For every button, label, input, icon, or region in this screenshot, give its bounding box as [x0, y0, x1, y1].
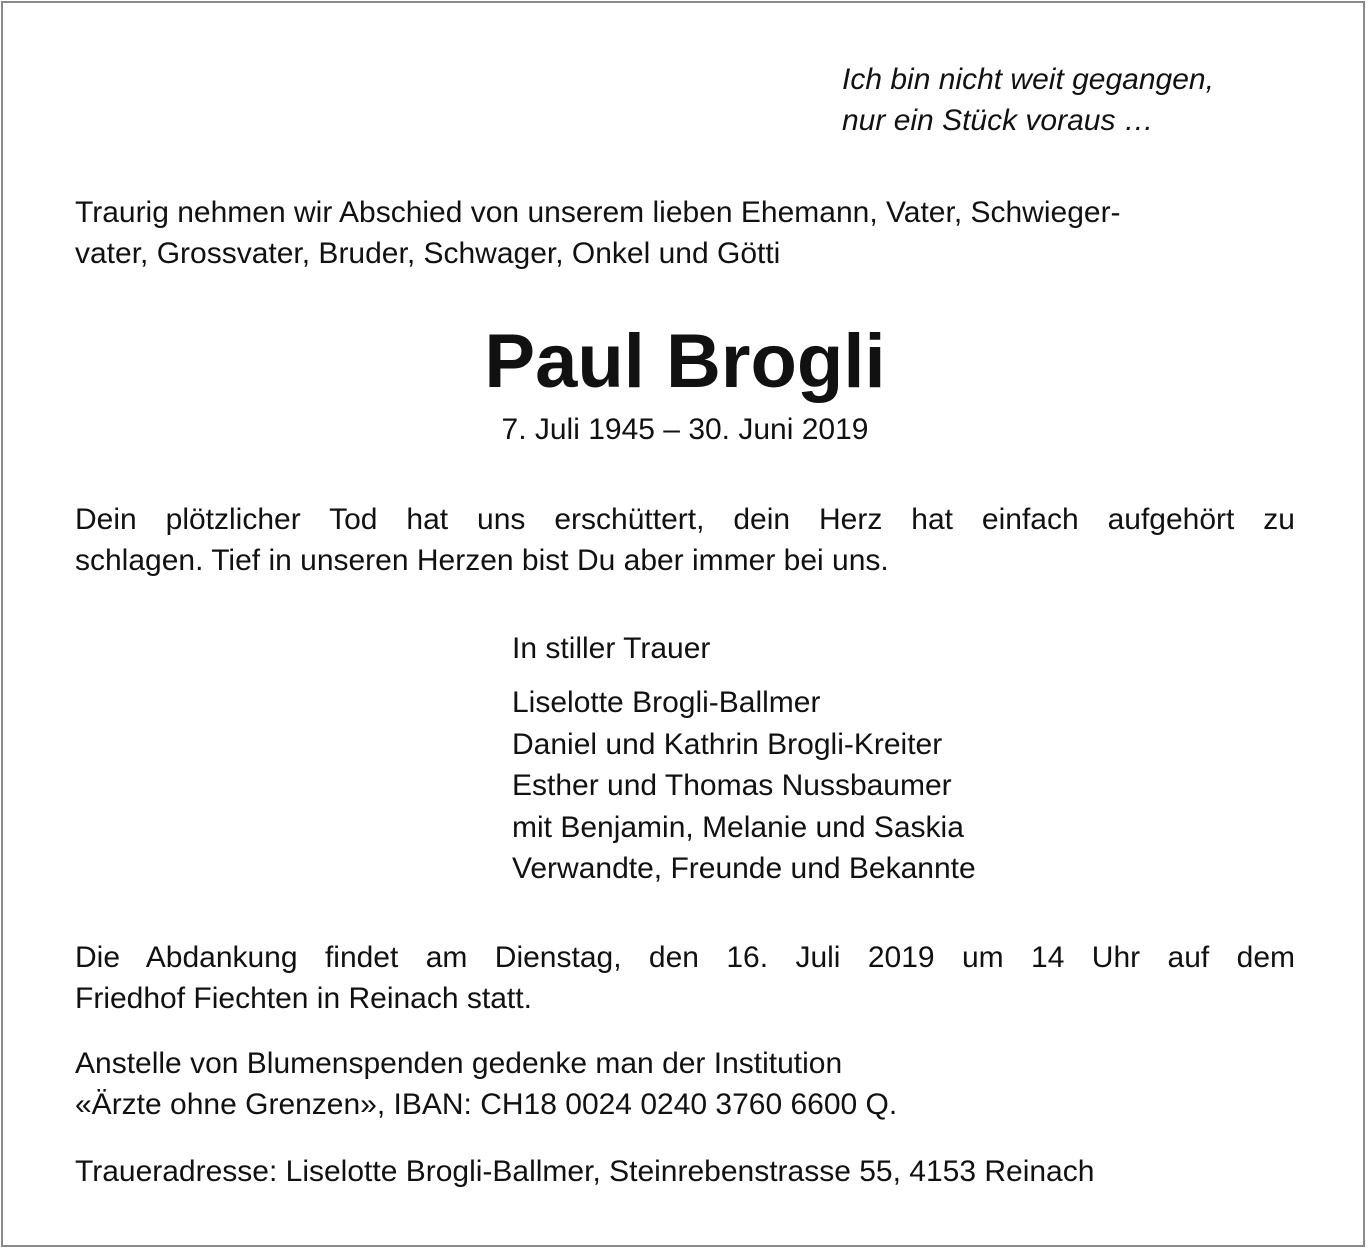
mourner-name: Verwandte, Freunde und Bekannte [512, 852, 976, 885]
ceremony-paragraph [75, 937, 1295, 1019]
intro-paragraph [75, 192, 1295, 274]
mourner-name: mit Benjamin, Melanie und Saskia [512, 810, 964, 844]
deceased-name: Paul Brogli [484, 319, 886, 404]
epigraph-line-1: Ich bin nicht weit gegangen, [842, 63, 1214, 96]
donation-line-2: «Ärzte ohne Grenzen», IBAN: CH18 0024 0240 3760 6600 Q. [75, 1088, 898, 1121]
intro-line-2: vater, Grossvater, Bruder, Schwager, Onkel und Götti [75, 237, 781, 270]
donation-line-1: Anstelle von Blumenspenden gedenke man der Institution [75, 1047, 843, 1080]
epigraph-quote [842, 59, 1214, 141]
epigraph-line-2: nur ein Stück voraus … [842, 104, 1154, 137]
mourners-list [512, 682, 976, 890]
mourning-heading: In stiller Trauer [512, 632, 711, 665]
ceremony-line-1: Die Abdankung findet am Dienstag, den 16. Juli 2019 um 14 Uhr auf dem [75, 941, 1295, 974]
mourning-address: Traueradresse: Liselotte Brogli-Ballmer, Steinrebenstrasse 55, 4153 Reinach [75, 1155, 1095, 1188]
mourner-name: Esther und Thomas Nussbaumer [512, 769, 952, 802]
tribute-line-2: schlagen. Tief in unseren Herzen bist Du aber immer bei uns. [75, 544, 889, 577]
life-dates: 7. Juli 1945 – 30. Juni 2019 [501, 413, 869, 446]
mourner-name: Daniel und Kathrin Brogli-Kreiter [512, 727, 943, 761]
tribute-paragraph [75, 499, 1295, 581]
donation-paragraph [75, 1043, 897, 1125]
intro-line-1: Traurig nehmen wir Abschied von unserem lieben Ehemann, Vater, Schwieger- [75, 196, 1121, 229]
mourner-name: Liselotte Brogli-Ballmer [512, 686, 821, 719]
tribute-line-1: Dein plötzlicher Tod hat uns erschüttert, dein Herz hat einfach aufgehört zu [75, 503, 1295, 536]
ceremony-line-2: Friedhof Fiechten in Reinach statt. [75, 982, 532, 1015]
